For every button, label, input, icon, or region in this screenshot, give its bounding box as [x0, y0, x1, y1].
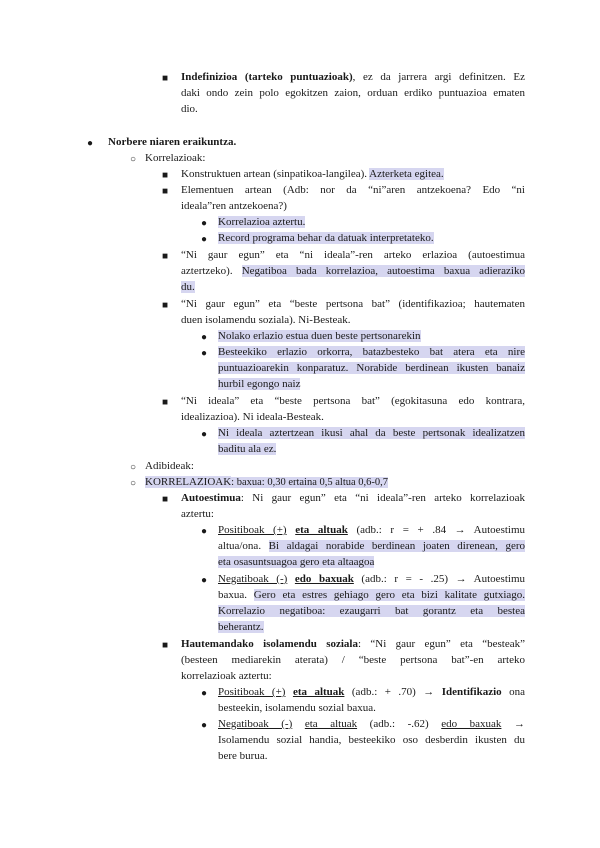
auto-negatiboak-term: Negatiboak (-): [218, 573, 288, 585]
ni-ideala-aztertzean-line-2: [218, 442, 276, 457]
dot-bullet-icon: ●: [201, 348, 208, 359]
dot-bullet-icon: ●: [87, 138, 94, 149]
besteekiko-line-2: [218, 361, 525, 376]
nolako-erlazio-text: Nolako erlazio estua duen beste pertsonarekin: [218, 330, 421, 342]
dot-bullet-icon: ●: [201, 332, 208, 343]
ni-ideala-aztertzean-text-1: Ni ideala aztertzean ikusi ahal da beste pertsonak idealizatzen: [218, 427, 525, 439]
elementuen-line-1: Elementuen artean (Adb: nor da “ni”aren antzekoena? Edo “ni: [181, 184, 525, 196]
square-bullet-icon: ■: [162, 170, 169, 181]
haut-positiboak-ona: ona: [501, 686, 526, 698]
hautemandako-line-2: (besteen mediarekin aterata) / “beste pertsona bat”-en arteko: [181, 654, 525, 666]
circle-bullet-icon: ○: [130, 462, 137, 473]
ni-ideala-beste-line-1: “Ni ideala” eta “beste pertsona bat” (egokitasuna edo kontrara,: [181, 395, 525, 407]
autoestimua-text: : Ni gaur egun” eta “ni ideala”-ren arteko korrelazioak: [240, 492, 525, 504]
square-bullet-icon: ■: [162, 397, 169, 408]
haut-positiboak-term: Positiboak (+): [218, 686, 286, 698]
dot-bullet-icon: ●: [201, 429, 208, 440]
auto-positiboak-highlight-end: eta osasuntsuagoa gero eta altaagoa: [218, 556, 375, 568]
dot-bullet-icon: ●: [201, 720, 208, 731]
auto-negatiboak-highlight: Gero eta estres gehiago gero eta bizi kalitate gutxiago.: [253, 589, 526, 601]
dot-bullet-icon: ●: [201, 234, 208, 245]
auto-positiboak-example: (adb.: r = + .84 → Autoestimu: [347, 524, 526, 536]
autoestimua-line-2: aztertu:: [181, 508, 214, 520]
haut-positiboak-qualifier: eta altuak: [292, 686, 345, 698]
auto-positiboak-line-1: [218, 523, 525, 538]
ni-gaur-ideala-highlight-end: du.: [181, 281, 195, 293]
square-bullet-icon: ■: [162, 640, 169, 651]
ni-gaur-beste-line-1: “Ni gaur egun” eta “beste pertsona bat” (identifikazioa; hautematen: [181, 298, 525, 310]
adibideak-heading: Adibideak:: [145, 460, 194, 472]
haut-negatiboak-baxuak: edo baxuak: [441, 718, 502, 730]
haut-positiboak-line-2: besteekin, isolamendu sozial baxua.: [218, 702, 376, 714]
square-bullet-icon: ■: [162, 186, 169, 197]
ni-ideala-aztertzean-line-1: [218, 426, 525, 441]
auto-positiboak-term: Positiboak (+): [218, 524, 287, 536]
haut-positiboak-example: (adb.: + .70) →: [344, 686, 442, 698]
auto-negatiboak-highlight-3: beherantz.: [218, 621, 264, 633]
ni-gaur-ideala-line-2: [181, 264, 525, 279]
hautemandako-text: : “Ni gaur egun” eta “besteak”: [357, 638, 525, 650]
besteekiko-line-1: [218, 345, 525, 360]
square-bullet-icon: ■: [162, 251, 169, 262]
record-programa: [218, 231, 434, 246]
haut-negatiboak-example: (adb.: -.62): [357, 718, 442, 730]
autoestimua-line-1: [181, 491, 525, 506]
auto-negatiboak-line-3: [218, 604, 525, 619]
hautemandako-term: Hautemandako isolamendu soziala: [181, 638, 358, 650]
haut-positiboak-identifikazio: Identifikazio: [441, 686, 502, 698]
dot-bullet-icon: ●: [201, 688, 208, 699]
nolako-erlazio: [218, 329, 421, 344]
ni-gaur-ideala-text: aztertzeko).: [181, 265, 242, 277]
auto-negatiboak-example: (adb.: r = - .25) → Autoestimu: [353, 573, 525, 585]
haut-negatiboak-arrow: →: [501, 718, 525, 730]
ni-gaur-ideala-line-3: [181, 280, 195, 295]
square-bullet-icon: ■: [162, 300, 169, 311]
indefinizioa-term: Indefinizioa (tarteko puntuazioak): [181, 71, 353, 83]
dot-bullet-icon: ●: [201, 526, 208, 537]
square-bullet-icon: ■: [162, 494, 169, 505]
haut-positiboak-line-1: [218, 685, 525, 700]
indefinizioa-line-1: [181, 70, 525, 85]
auto-positiboak-qualifier: eta altuak: [295, 524, 348, 536]
korrelazioak-ranges: [145, 475, 388, 490]
haut-negatiboak-term: Negatiboak (-): [218, 718, 293, 730]
hautemandako-line-1: [181, 637, 525, 652]
hautemandako-line-3: korrelazioak aztertu:: [181, 670, 272, 682]
auto-positiboak-line-2: [218, 539, 525, 554]
konstruktuen-text: Konstruktuen artean (sinpatikoa-langilea).: [181, 168, 370, 180]
auto-negatiboak-line-1: [218, 572, 525, 587]
ni-gaur-beste-line-2: duen isolamendu soziala). Ni-Besteak.: [181, 314, 351, 326]
dot-bullet-icon: ●: [201, 575, 208, 586]
section-title-text: Norbere niaren eraikuntza.: [108, 136, 237, 148]
indefinizioa-text: , ez da jarrera argi definitzen. Ez: [352, 71, 525, 83]
auto-positiboak-text: altua/ona.: [218, 540, 269, 552]
korrelazioak-ranges-values: : baxua: 0,30 ertaina 0,5 altua 0,6-0,7: [231, 477, 389, 488]
ni-gaur-ideala-highlight: Negatiboa bada korrelazioa, autoestima baxua adieraziko: [241, 265, 525, 277]
ni-ideala-beste-line-2: idealizazioa). Ni ideala-Besteak.: [181, 411, 324, 423]
indefinizioa-line-2: daki ondo zein polo egokitzen zaion, orduan erdiko puntuazioa ematen: [181, 87, 525, 99]
auto-positiboak-line-3: [218, 555, 374, 570]
auto-negatiboak-line-4: [218, 620, 264, 635]
autoestimua-term: Autoestimua: [181, 492, 241, 504]
auto-positiboak-highlight: Bi aldagai norabide berdinean joaten direnean, gero: [268, 540, 525, 552]
haut-negatiboak-line-2: Isolamendu sozial handia, besteekiko oso desberdin ikusten du: [218, 734, 525, 746]
square-bullet-icon: ■: [162, 73, 169, 84]
besteekiko-text-2: puntuazioarekin konparatuz. Norabide berdinean ikusten banaiz: [218, 362, 525, 374]
besteekiko-text-3: hurbil egongo naiz: [218, 378, 301, 390]
haut-negatiboak-line-3: bere burua.: [218, 750, 268, 762]
korrelazioak-heading: Korrelazioak:: [145, 152, 206, 164]
haut-negatiboak-line-1: [218, 717, 525, 732]
konstruktuen-line: [181, 167, 444, 182]
circle-bullet-icon: ○: [130, 478, 137, 489]
circle-bullet-icon: ○: [130, 154, 137, 165]
korrelazioa-aztertu: [218, 215, 305, 230]
auto-negatiboak-line-2: [218, 588, 525, 603]
elementuen-line-2: ideala”ren antzekoena?): [181, 200, 287, 212]
ni-gaur-ideala-line-1: “Ni gaur egun” eta “ni ideala”-ren arteko erlazioa (autoestimua: [181, 249, 525, 261]
auto-negatiboak-qualifier: edo baxuak: [294, 573, 354, 585]
korrelazioa-aztertu-text: Korrelazioa aztertu.: [218, 216, 306, 228]
haut-negatiboak-qualifier: eta altuak: [304, 718, 358, 730]
ni-ideala-aztertzean-text-2: baditu ala ez.: [218, 443, 277, 455]
indefinizioa-line-3: dio.: [181, 103, 198, 115]
section-title: [108, 135, 236, 150]
besteekiko-line-3: [218, 377, 300, 392]
konstruktuen-highlight: Azterketa egitea.: [369, 168, 444, 180]
auto-negatiboak-text: baxua.: [218, 589, 254, 601]
auto-negatiboak-highlight-2: Korrelazio negatiboa: ezaugarri bat gorantz eta bestea: [218, 605, 525, 617]
korrelazioak-ranges-label: KORRELAZIOAK: [145, 476, 232, 488]
dot-bullet-icon: ●: [201, 218, 208, 229]
record-programa-text: Record programa behar da datuak interpretateko.: [218, 232, 434, 244]
besteekiko-text-1: Besteekiko erlazio orkorra, batazbesteko bat atera eta nire: [218, 346, 525, 358]
